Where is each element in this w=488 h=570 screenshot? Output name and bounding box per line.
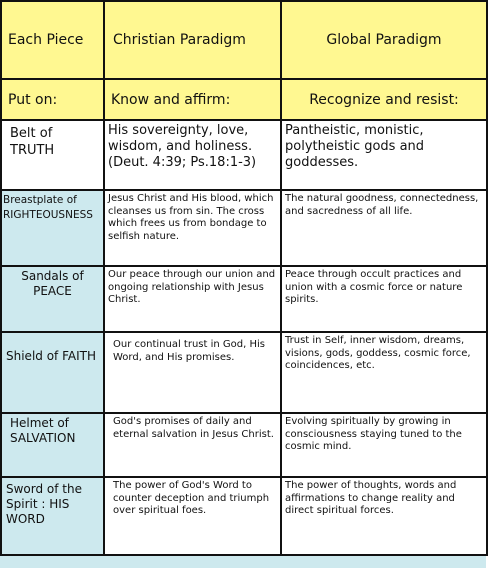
table-row [1, 413, 487, 477]
christian-cell: Our peace through our union and ongoing relationship with Jesus Christ. [104, 266, 281, 332]
table-row [1, 332, 487, 413]
header-global-paradigm: Global Paradigm [281, 1, 487, 79]
piece-cell: Shield of FAITH [1, 332, 104, 413]
subheader-know-affirm: Know and affirm: [104, 79, 281, 120]
christian-cell: Our continual trust in God, His Word, and His promises. [104, 332, 281, 413]
global-cell: The power of thoughts, words and affirmations to change reality and direct spiritual forces. [281, 477, 487, 555]
table-row [1, 477, 487, 555]
table-row [1, 190, 487, 266]
piece-cell: Belt of TRUTH [1, 120, 104, 190]
christian-cell: God's promises of daily and eternal salvation in Jesus Christ. [104, 413, 281, 477]
global-cell: Peace through occult practices and union with a cosmic force or nature spirits. [281, 266, 487, 332]
table-row [1, 120, 487, 190]
subheader-put-on: Put on: [1, 79, 104, 120]
christian-cell: The power of God's Word to counter deception and triumph over spiritual foes. [104, 477, 281, 555]
global-cell: Pantheistic, monistic, polytheistic gods and goddesses. [281, 120, 487, 190]
christian-cell: His sovereignty, love, wisdom, and holiness. (Deut. 4:39; Ps.18:1-3) [104, 120, 281, 190]
piece-cell: Sword of the Spirit : HIS WORD [1, 477, 104, 555]
table-header-row [1, 1, 487, 79]
global-cell: Evolving spiritually by growing in consciousness staying tuned to the cosmic mind. [281, 413, 487, 477]
global-cell: Trust in Self, inner wisdom, dreams, visions, gods, goddess, cosmic force, coincidences, etc. [281, 332, 487, 413]
christian-cell: Jesus Christ and His blood, which cleanses us from sin. The cross which frees us from bondage to selfish nature. [104, 190, 281, 266]
table-row [1, 266, 487, 332]
piece-cell: Helmet of SALVATION [1, 413, 104, 477]
subheader-recognize-resist: Recognize and resist: [281, 79, 487, 120]
piece-cell: Breastplate of RIGHTEOUSNESS [1, 190, 104, 266]
global-cell: The natural goodness, connectedness, and sacredness of all life. [281, 190, 487, 266]
piece-cell: Sandals of PEACE [1, 266, 104, 332]
header-christian-paradigm: Christian Paradigm [104, 1, 281, 79]
header-each-piece: Each Piece [1, 1, 104, 79]
table-subheader-row [1, 79, 487, 120]
